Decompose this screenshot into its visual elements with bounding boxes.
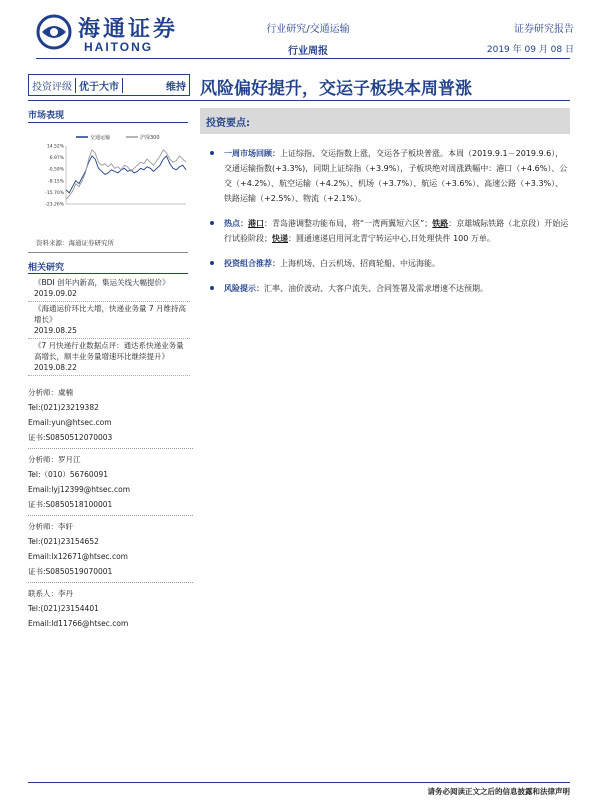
key-points-heading: 投资要点:	[206, 118, 250, 129]
source-divider	[28, 252, 188, 253]
logo-chinese-text: 海通证券	[78, 16, 179, 42]
market-divider	[28, 122, 188, 123]
related-item[interactable]	[28, 339, 190, 376]
key-point-label: 热点：	[224, 219, 248, 228]
key-points-list	[216, 146, 570, 306]
report-subtype: 行业周报	[288, 46, 328, 57]
analyst-email[interactable]: Email:lyj12399@htsec.com	[28, 485, 131, 494]
analyst-tel: Tel:(021)23154652	[28, 537, 99, 546]
report-date: 2019 年 09 月 08 日	[486, 45, 574, 55]
legend-label-transport: 交通运输	[90, 135, 111, 141]
analyst-name: 分析师：李轩	[28, 522, 73, 531]
analyst-name: 分析师：罗月江	[28, 455, 81, 464]
hot-topic-port: 港口	[248, 219, 264, 228]
y-tick-label: 6.97%	[49, 156, 64, 162]
series-line-transport	[66, 156, 186, 193]
related-item[interactable]	[28, 302, 190, 339]
legend-label-hs300: 沪深300	[140, 135, 160, 141]
key-point-text: ：青岛港调整功能布局，将“一湾两翼短六区”；	[264, 219, 433, 228]
market-performance-chart	[30, 132, 190, 210]
bullet-dot-icon	[210, 286, 214, 290]
hot-topic-express: 快递	[272, 234, 288, 243]
key-point-label: 风险提示：	[224, 284, 264, 293]
y-tick-label: -8.15%	[48, 179, 64, 185]
logo-english-text: HAITONG	[84, 40, 154, 54]
key-point-risk	[216, 281, 570, 296]
footer-divider	[28, 782, 570, 783]
key-point-portfolio	[216, 256, 570, 271]
analyst-email[interactable]: Email:lx12671@htsec.com	[28, 552, 128, 561]
bullet-dot-icon	[210, 151, 214, 155]
related-item-date: 2019.08.25	[34, 326, 77, 335]
y-tick-label: -0.59%	[48, 167, 64, 173]
contact-block	[28, 583, 193, 634]
analyst-block	[28, 382, 193, 449]
chart-source: 资料来源：海通证券研究所	[36, 239, 114, 247]
key-point-text: 上海机场、白云机场、招商轮船、中远海能。	[280, 259, 440, 268]
haitong-logo-icon	[36, 14, 72, 50]
rating-status: 维持	[166, 81, 186, 93]
investment-rating-box	[28, 74, 190, 96]
analyst-tel: Tel:（010）56760091	[28, 470, 109, 479]
rating-label: 投资评级	[29, 78, 76, 93]
analyst-cert: 证书:S0850518100001	[28, 500, 113, 509]
contact-tel: Tel:(021)23154401	[28, 604, 99, 613]
related-item-title: 《BDI 创年内新高，集运关线大幅提价》	[34, 278, 170, 287]
key-point-text: ：圆通速递启用河北青宁转运中心,日处理快件 100 万单。	[288, 234, 495, 243]
chart-series	[66, 150, 186, 199]
related-item[interactable]	[28, 276, 190, 302]
bullet-dot-icon	[210, 261, 214, 265]
key-point-text: 上证综指、交运指数上涨，交运各子板块普涨。本周（2019.9.1－2019.9.6），交通运输指数(+3.3%)，同期上证综指（+3.9%），子板块绝对周涨跌幅中：港口（+4.6%）、公交（+4.2%）、航空运输（+4.2%）、机场（+3.7%）、航运（+3.6%）、高速公路（+3.3%）、铁路运输（+2.5%）、物流（+2.1%）。	[224, 149, 568, 203]
related-item-title: 《7 月快递行业数据点评：通达系快递业务量高增长，顺丰业务量增速环比继续提升》	[34, 341, 184, 361]
related-divider	[28, 273, 188, 274]
report-type: 证券研究报告	[514, 24, 574, 35]
analyst-cert: 证书:S0850519070001	[28, 567, 113, 576]
related-item-date: 2019.08.22	[34, 363, 77, 372]
key-point-text: 汇率、油价波动、大客户流失、合同签署及需求增速不达预期。	[264, 284, 488, 293]
analyst-tel: Tel:(021)23219382	[28, 403, 99, 412]
related-item-title: 《海通运价环比大增，快递业务量 7 月维持高增长》	[34, 304, 187, 324]
related-research-list	[28, 276, 190, 376]
analyst-block	[28, 516, 193, 583]
contact-name: 联系人：李丹	[28, 589, 73, 598]
y-tick-label: -23.26%	[45, 202, 64, 208]
y-tick-label: 14.52%	[46, 144, 64, 150]
key-point-market-review	[216, 146, 570, 206]
report-title: 风险偏好提升，交运子板块本周普涨	[200, 79, 472, 99]
analyst-contacts	[28, 382, 193, 634]
related-item-date: 2019.09.02	[34, 289, 77, 298]
y-tick-label: -15.70%	[45, 190, 64, 196]
analyst-email[interactable]: Email:yun@htsec.com	[28, 418, 112, 427]
disclaimer-footer: 请务必阅读正文之后的信息披露和法律声明	[427, 787, 570, 796]
analyst-block	[28, 449, 193, 516]
chart-legend	[76, 134, 160, 141]
related-research-heading: 相关研究	[28, 263, 65, 273]
title-divider	[28, 100, 570, 101]
hot-topic-railway: 铁路	[432, 219, 449, 228]
analyst-name: 分析师：虞楠	[28, 388, 73, 397]
key-point-text: ：京雄城际铁路（北京段）开始运行试验阶段；	[224, 219, 569, 243]
rating-value: 优于大市	[76, 78, 123, 93]
key-point-hot-topics	[216, 216, 570, 246]
key-point-label: 一周市场回顾：	[224, 149, 280, 158]
report-category: 行业研究/交通运输	[266, 24, 350, 35]
header-divider	[36, 58, 570, 59]
market-performance-heading: 市场表现	[28, 111, 65, 121]
y-axis-ticks	[45, 144, 186, 208]
contact-email[interactable]: Email:ld11766@htsec.com	[28, 619, 129, 628]
key-point-label: 投资组合推荐：	[224, 259, 280, 268]
key-points-banner	[200, 108, 570, 134]
analyst-cert: 证书:S0850512070003	[28, 433, 113, 442]
bullet-dot-icon	[210, 221, 214, 225]
